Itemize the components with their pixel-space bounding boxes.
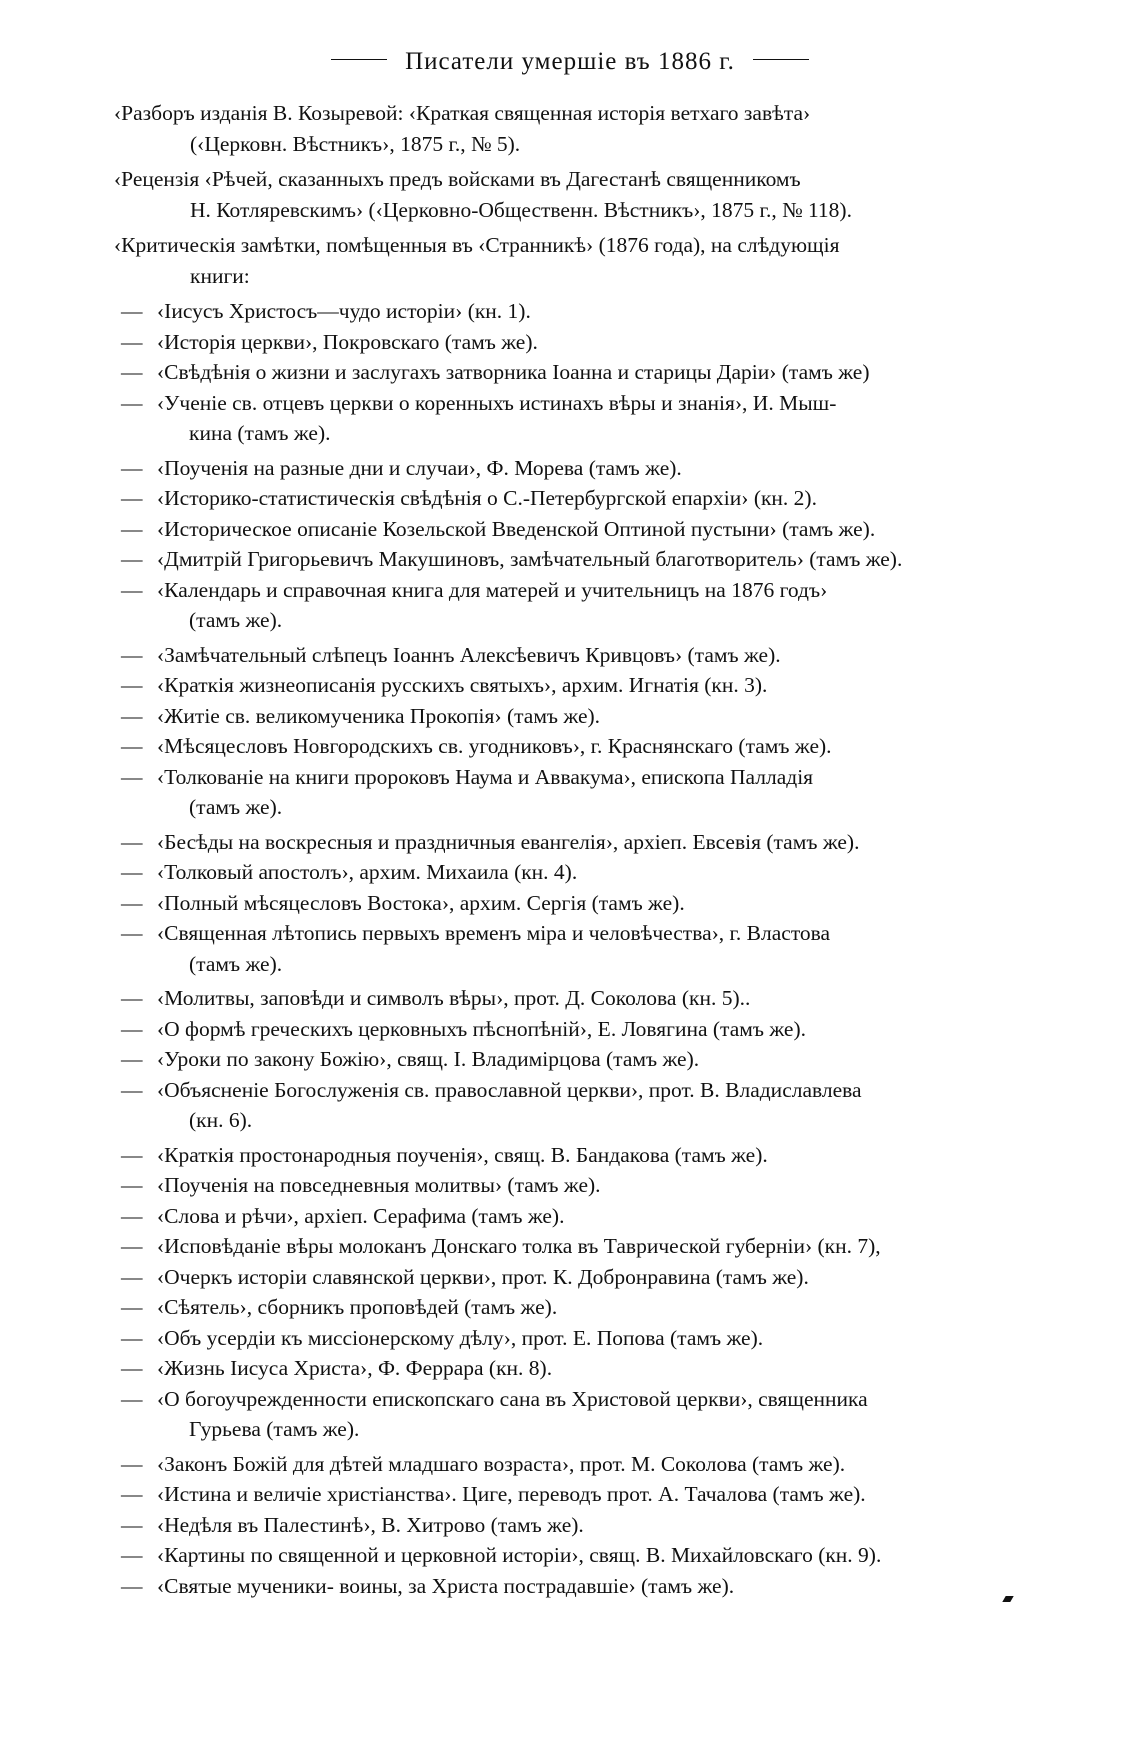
list-item bbox=[0, 1014, 1005, 1045]
header-rule-right bbox=[753, 59, 809, 60]
top-level-entry bbox=[0, 164, 1000, 225]
entry-dash: — bbox=[121, 329, 143, 354]
list-item bbox=[0, 1201, 1005, 1232]
entry-dash: — bbox=[121, 1573, 143, 1598]
list-item bbox=[0, 1044, 1005, 1075]
entry-dash: — bbox=[121, 547, 143, 571]
entry-text: ‹Замѣчательный слѣпецъ Іоаннъ Алексѣевичъ Кривцовъ› (тамъ же). bbox=[157, 642, 781, 667]
list-item bbox=[0, 514, 1005, 545]
list-item bbox=[0, 1384, 1005, 1445]
entry-dash: — bbox=[121, 516, 143, 541]
entry-dash: — bbox=[121, 486, 143, 510]
entry-text: ‹Толкованіе на книги пророковъ Наума и Аввакума›, епископа Палладія bbox=[157, 764, 814, 789]
entry-continuation: (тамъ же). bbox=[189, 795, 283, 819]
entry-text: ‹Толковый апостолъ›, архим. Михаила (кн. 4). bbox=[157, 860, 578, 884]
entry-continuation: (тамъ же). bbox=[189, 608, 283, 632]
entry-continuation: Гурьева (тамъ же). bbox=[189, 1417, 360, 1441]
entry-text: ‹Уроки по закону Божію›, свящ. І. Владимірцова (тамъ же). bbox=[157, 1047, 700, 1071]
list-item bbox=[0, 1170, 1005, 1201]
list-item bbox=[0, 483, 1005, 514]
entry-dash: — bbox=[121, 1295, 143, 1319]
entry-text: ‹Исповѣданіе вѣры молоканъ Донскаго толка въ Таврической губерніи› (кн. 7), bbox=[157, 1234, 881, 1258]
entry-text: ‹Дмитрій Григорьевичъ Макушиновъ, замѣчательный благотворитель› (тамъ же). bbox=[157, 547, 903, 571]
list-item bbox=[0, 1449, 1005, 1480]
entry-text: ‹Законъ Божій для дѣтей младшаго возраста›, прот. М. Соколова (тамъ же). bbox=[157, 1451, 846, 1476]
entry-dash: — bbox=[121, 734, 143, 758]
entry-dash: — bbox=[121, 577, 143, 602]
header-rule-left bbox=[331, 59, 387, 60]
entry-text: ‹Календарь и справочная книга для матерей и учительницъ на 1876 годъ› bbox=[157, 577, 828, 602]
entry-dash: — bbox=[121, 1047, 143, 1071]
entry-text: ‹Краткія жизнеописанія русскихъ святыхъ›, архим. Игнатія (кн. 3). bbox=[157, 673, 768, 697]
list-item bbox=[0, 1540, 1005, 1571]
list-item bbox=[0, 453, 1005, 484]
entry-continuation: (кн. 6). bbox=[189, 1108, 253, 1132]
page-header bbox=[0, 48, 1140, 76]
entry-dash: — bbox=[121, 921, 143, 945]
entry-text: ‹Ученіе св. отцевъ церкви о коренныхъ истинахъ вѣры и знанія›, И. Мыш- bbox=[157, 390, 837, 415]
list-item bbox=[0, 670, 1005, 701]
entry-dash: — bbox=[121, 1512, 143, 1537]
entry-dash: — bbox=[121, 1325, 143, 1350]
entry-dash: — bbox=[121, 1142, 143, 1167]
entry-dash: — bbox=[121, 1386, 143, 1411]
list-item bbox=[0, 357, 1005, 388]
list-item bbox=[0, 1231, 1005, 1262]
entry-dash: — bbox=[121, 1543, 143, 1567]
entry-text: ‹Жизнь Іисуса Христа›, Ф. Феррара (кн. 8). bbox=[157, 1356, 553, 1380]
entry-continuation: (‹Церковн. Вѣстникъ›, 1875 г., № 5). bbox=[190, 131, 521, 156]
list-item bbox=[0, 827, 1005, 858]
entry-dash: — bbox=[121, 986, 143, 1010]
entry-text: ‹Объясненіе Богослуженія св. православной церкви›, прот. В. Владиславлева bbox=[157, 1077, 862, 1102]
entry-dash: — bbox=[121, 390, 143, 415]
entry-dash: — bbox=[121, 1356, 143, 1380]
entry-text: ‹Слова и рѣчи›, архіеп. Серафима (тамъ же). bbox=[157, 1203, 565, 1228]
entry-dash: — bbox=[121, 673, 143, 697]
entry-dash: — bbox=[121, 360, 143, 384]
entry-dash: — bbox=[121, 1482, 143, 1506]
list-item bbox=[0, 918, 1005, 979]
list-item bbox=[0, 575, 1005, 636]
list-item bbox=[0, 1140, 1005, 1171]
bibliography-list bbox=[0, 98, 1140, 1601]
list-item bbox=[0, 1075, 1005, 1136]
entry-text: ‹Разборъ изданія В. Козыревой: ‹Краткая священная исторія ветхаго завѣта› bbox=[114, 101, 811, 125]
entry-dash: — bbox=[121, 764, 143, 789]
list-item bbox=[0, 1292, 1005, 1323]
entry-text: ‹Рецензія ‹Рѣчей, сказанныхъ предъ войсками въ Дагестанѣ священникомъ bbox=[114, 167, 801, 191]
list-item bbox=[0, 857, 1005, 888]
entry-text: ‹Полный мѣсяцесловъ Востока›, архим. Сергія (тамъ же). bbox=[157, 890, 685, 915]
entry-dash: — bbox=[121, 1451, 143, 1476]
list-item bbox=[0, 640, 1005, 671]
entry-dash: — bbox=[121, 455, 143, 480]
entry-dash: — bbox=[121, 703, 143, 728]
list-item bbox=[0, 1479, 1005, 1510]
list-item bbox=[0, 1510, 1005, 1541]
list-item bbox=[0, 1353, 1005, 1384]
entry-text: ‹Святые мученики- воины, за Христа пострадавшіе› (тамъ же). bbox=[157, 1573, 735, 1598]
list-item bbox=[0, 388, 1005, 449]
list-item bbox=[0, 983, 1005, 1014]
entry-dash: — bbox=[121, 1077, 143, 1102]
list-item bbox=[0, 1262, 1005, 1293]
entry-text: ‹Священная лѣтопись первыхъ временъ міра и человѣчества›, г. Властова bbox=[157, 921, 831, 945]
entry-continuation: Н. Котляревскимъ› (‹Церковно-Общественн. Вѣстникъ›, 1875 г., № 118). bbox=[190, 197, 852, 222]
top-level-entry bbox=[0, 230, 1000, 291]
entry-text: ‹Свѣдѣнія о жизни и заслугахъ затворника Іоанна и старицы Даріи› (тамъ же) bbox=[157, 360, 870, 384]
entry-text: ‹Истина и величіе христіанства›. Циге, переводъ прот. А. Тачалова (тамъ же). bbox=[157, 1482, 866, 1506]
entry-continuation: (тамъ же). bbox=[189, 951, 283, 976]
list-item bbox=[0, 1571, 1005, 1602]
list-item bbox=[0, 544, 1005, 575]
list-item bbox=[0, 1323, 1005, 1354]
entry-text: ‹Бесѣды на воскресныя и праздничныя евангелія›, архіеп. Евсевія (тамъ же). bbox=[157, 829, 860, 854]
entry-dash: — bbox=[121, 642, 143, 667]
page-title: Писатели умершіе въ 1886 г. bbox=[405, 48, 735, 75]
entry-text: ‹Іисусъ Христосъ—чудо исторіи› (кн. 1). bbox=[157, 299, 531, 323]
list-item bbox=[0, 701, 1005, 732]
entry-text: ‹Критическія замѣтки, помѣщенныя въ ‹Странникѣ› (1876 года), на слѣдующія bbox=[114, 233, 840, 257]
entry-dash: — bbox=[121, 1016, 143, 1041]
entry-text: ‹Объ усердіи къ миссіонерскому дѣлу›, прот. Е. Попова (тамъ же). bbox=[157, 1325, 764, 1350]
list-item bbox=[0, 731, 1005, 762]
entry-dash: — bbox=[121, 1264, 143, 1289]
entry-dash: — bbox=[121, 829, 143, 854]
entry-text: ‹Поученія на повседневныя молитвы› (тамъ же). bbox=[157, 1173, 601, 1197]
entry-continuation: кина (тамъ же). bbox=[189, 421, 331, 445]
list-item bbox=[0, 762, 1005, 823]
entry-text: ‹Недѣля въ Палестинѣ›, В. Хитрово (тамъ же). bbox=[157, 1512, 584, 1537]
list-item bbox=[0, 888, 1005, 919]
entry-text: ‹Очеркъ исторіи славянской церкви›, прот. К. Добронравина (тамъ же). bbox=[157, 1264, 809, 1289]
entry-dash: — bbox=[121, 890, 143, 915]
entry-text: ‹Мѣсяцесловъ Новгородскихъ св. угодниковъ›, г. Краснянскаго (тамъ же). bbox=[157, 734, 832, 758]
entry-text: ‹Исторія церкви›, Покровскаго (тамъ же). bbox=[157, 329, 538, 354]
entry-text: ‹Историческое описаніе Козельской Введенской Оптиной пустыни› (тамъ же). bbox=[157, 516, 876, 541]
list-item bbox=[0, 327, 1005, 358]
top-level-entry bbox=[0, 98, 1000, 159]
entry-dash: — bbox=[121, 1234, 143, 1258]
entry-text: ‹Историко-статистическія свѣдѣнія о С.-Петербургской епархіи› (кн. 2). bbox=[157, 486, 817, 510]
entry-text: ‹Житіе св. великомученика Прокопія› (тамъ же). bbox=[157, 703, 601, 728]
entry-continuation: книги: bbox=[190, 263, 250, 288]
entry-text: ‹Краткія простонародныя поученія›, свящ. В. Бандакова (тамъ же). bbox=[157, 1142, 768, 1167]
entry-dash: — bbox=[121, 299, 143, 323]
list-item bbox=[0, 296, 1005, 327]
entry-dash: — bbox=[121, 860, 143, 884]
entry-text: ‹Молитвы, заповѣди и символъ вѣры›, прот. Д. Соколова (кн. 5).. bbox=[157, 986, 751, 1010]
entry-dash: — bbox=[121, 1173, 143, 1197]
entry-text: ‹Картины по священной и церковной исторіи›, свящ. В. Михайловскаго (кн. 9). bbox=[157, 1543, 882, 1567]
entry-dash: — bbox=[121, 1203, 143, 1228]
entry-text: ‹Поученія на разные дни и случаи›, Ф. Морева (тамъ же). bbox=[157, 455, 682, 480]
entry-text: ‹О формѣ греческихъ церковныхъ пѣснопѣній›, Е. Ловягина (тамъ же). bbox=[157, 1016, 806, 1041]
entry-text: ‹О богоучрежденности епископскаго сана въ Христовой церкви›, священника bbox=[157, 1386, 868, 1411]
entry-text: ‹Сѣятель›, сборникъ проповѣдей (тамъ же). bbox=[157, 1295, 558, 1319]
